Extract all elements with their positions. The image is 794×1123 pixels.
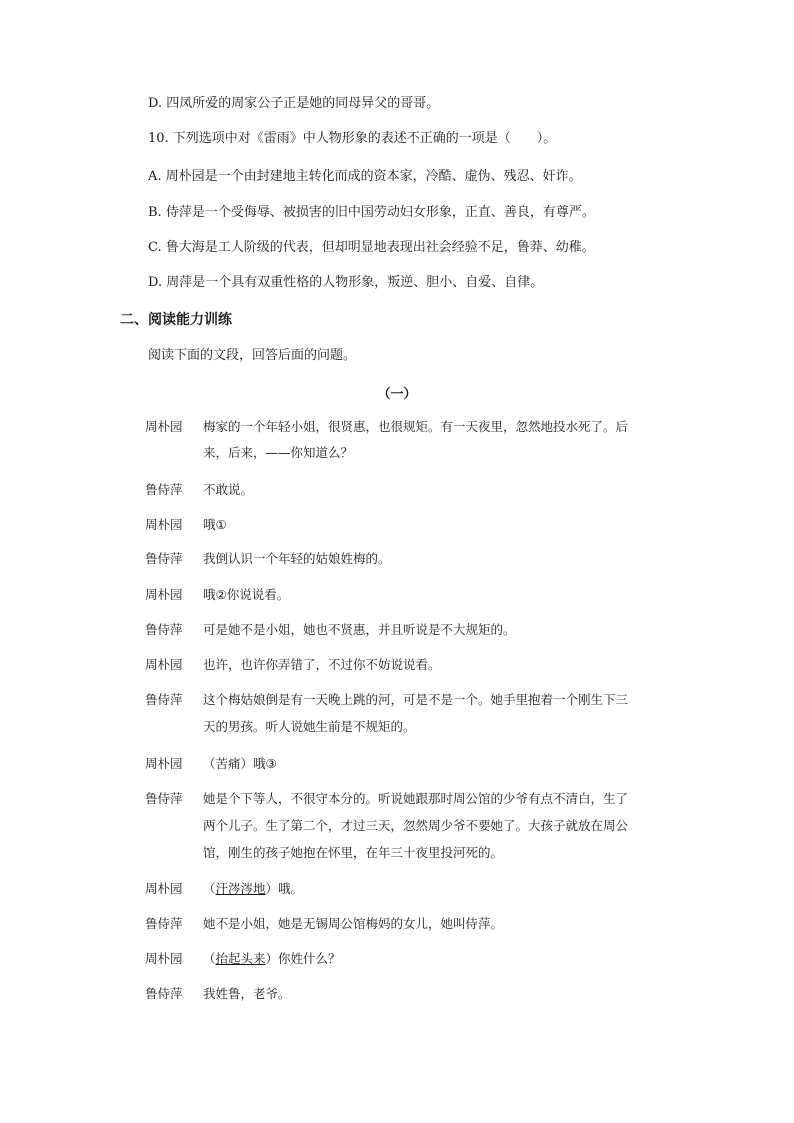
- speech-line: 两个儿子。生了第二个，才过三天，忽然周少爷不要她了。大孩子就放在周公: [203, 818, 629, 833]
- speaker-label: 鲁侍萍: [145, 791, 183, 806]
- speech-line: 来，后来，——你知道么？: [203, 445, 354, 460]
- q9-option-d: D. 四凤所爱的周家公子正是她的同母异父的哥哥。: [148, 96, 440, 111]
- speech-line: 也许，也许你弄错了，不过你不妨说说看。: [203, 657, 441, 672]
- underlined-stage-direction: 抬起头来: [215, 951, 266, 966]
- q10-stem: 10. 下列选项中对《雷雨》中人物形象的表述不正确的一项是（ ）。: [148, 131, 557, 146]
- stage-direction-open: （: [203, 881, 216, 896]
- underlined-stage-direction: 汗涔涔地: [215, 881, 266, 896]
- speech-line: 她不是小姐，她是无锡周公馆梅妈的女儿，她叫侍萍。: [203, 916, 504, 931]
- speaker-label: 鲁侍萍: [145, 692, 183, 707]
- q10-option-a: A. 周朴园是一个由封建地主转化而成的资本家，冷酷、虚伪、残忍、奸诈。: [148, 169, 582, 184]
- speaker-label: 鲁侍萍: [145, 482, 183, 497]
- q10-option-b: B. 侍萍是一个受侮辱、被损害的旧中国劳动妇女形象，正直、善良，有尊严。: [148, 205, 595, 220]
- speech-line: 梅家的一个年轻小姐，很贤惠，也很规矩。有一天夜里，忽然地投水死了。后: [203, 419, 629, 434]
- speaker-label: 周朴园: [145, 756, 183, 771]
- speaker-label: 鲁侍萍: [145, 551, 183, 566]
- speech-line: 我姓鲁，老爷。: [203, 986, 291, 1001]
- speaker-label: 周朴园: [145, 419, 183, 434]
- stage-direction-open: （: [203, 951, 216, 966]
- speaker-label: 鲁侍萍: [145, 986, 183, 1001]
- speaker-label: 周朴园: [145, 881, 183, 896]
- speaker-label: 鲁侍萍: [145, 916, 183, 931]
- speech-line: 哦①: [203, 517, 227, 532]
- speech-line: 哦②你说说看。: [203, 587, 290, 602]
- speech-line: 我倒认识一个年轻的姑娘姓梅的。: [203, 551, 391, 566]
- speaker-label: 周朴园: [145, 951, 183, 966]
- speaker-label: 周朴园: [145, 517, 183, 532]
- speech-line: （苦痛）哦③: [203, 756, 277, 771]
- speech-line: [203, 881, 303, 897]
- part-label: （一）: [377, 387, 417, 402]
- speech-line: 不敢说。: [203, 482, 254, 497]
- stage-direction-close: ）你姓什么？: [265, 951, 341, 966]
- speech-line: 这个梅姑娘倒是有一天晚上跳的河，可是不是一个。她手里抱着一个刚生下三: [203, 692, 629, 707]
- q10-option-d: D. 周萍是一个具有双重性格的人物形象，叛逆、胆小、自爱、自律。: [148, 275, 544, 290]
- stage-direction-close: ）哦。: [265, 881, 304, 896]
- speech-line: 可是她不是小姐，她也不贤惠，并且听说是不大规矩的。: [203, 622, 516, 637]
- speech-line: 天的男孩。听人说她生前是不规矩的。: [203, 719, 416, 734]
- q10-option-c: C. 鲁大海是工人阶级的代表，但却明显地表现出社会经验不足，鲁莽、幼稚。: [148, 240, 595, 255]
- speaker-label: 鲁侍萍: [145, 622, 183, 637]
- speech-line: 她是个下等人，不很守本分的。听说她跟那时周公馆的少爷有点不清白，生了: [203, 791, 629, 806]
- speaker-label: 周朴园: [145, 657, 183, 672]
- section-intro: 阅读下面的文段，回答后面的问题。: [148, 348, 357, 363]
- speaker-label: 周朴园: [145, 587, 183, 602]
- speech-line: 馆，刚生的孩子她抱在怀里，在年三十夜里投河死的。: [203, 845, 504, 860]
- section-title: 二、阅读能力训练: [120, 312, 232, 328]
- speech-line: [203, 951, 341, 967]
